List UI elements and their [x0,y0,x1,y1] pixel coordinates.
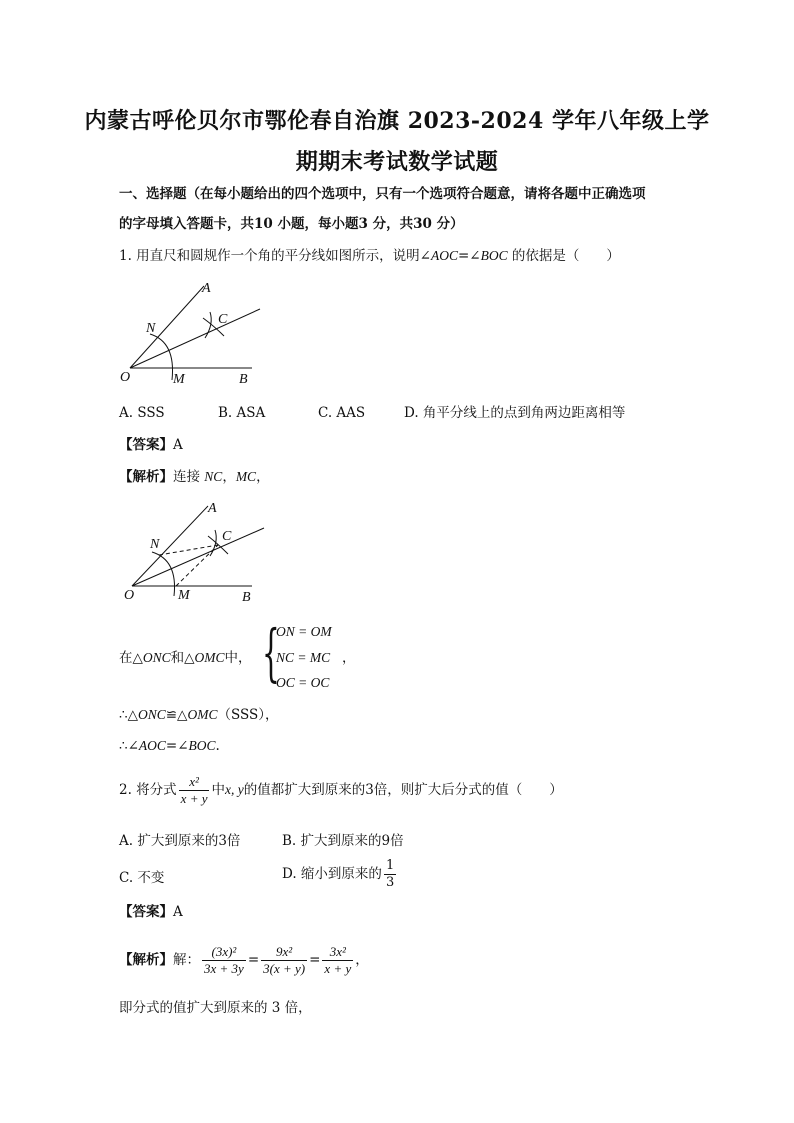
q1-system-onc: ONC [142,650,171,665]
q2-f2-num: 9x² [261,944,307,961]
q1-stem [119,246,620,266]
q1-c2-a: ∴∠ [119,738,139,754]
section-heading-line2: 的字母填入答题卡，共10 小题，每小题3 分，共30 分） [119,216,464,232]
q1-c2-aoc: AOC [138,738,166,753]
q2-stem [119,774,563,807]
q1-fig-label-n: N [146,321,156,336]
q2-stem-a: 2. 将分式 [119,782,177,798]
q1-analysis-text: 连接 [173,469,205,485]
q1-fig-label-a: A [202,281,211,296]
q1-answer [119,435,183,455]
q1-option-c: C. AAS [318,405,366,421]
q1-system-prefix: 在△ [119,650,143,666]
q2-analysis-frac2 [261,944,307,977]
q2-f-end: ， [355,952,369,968]
q2-answer [119,902,183,922]
q1-conclusion-1 [119,705,278,725]
q1-fig2-label-m: M [178,588,190,603]
q1-fig-label-o: O [120,370,131,385]
q1-system-and: 和△ [170,650,195,666]
q1-system-in: 中， [224,650,252,666]
q1-analysis-nc: NC [204,469,223,484]
page-title-line2: 期期末考试数学试题 [295,149,499,175]
q2-analysis-frac1 [202,944,246,977]
section-heading-line1: 一、选择题（在每小题给出的四个选项中，只有一个选项符合题意，请将各题中正确选项 [119,186,646,202]
page-title-line1: 内蒙古呼伦贝尔市鄂伦春自治旗 2023-2024 学年八年级上学 [84,108,710,134]
q1-c1-a: ∴△ [119,707,138,723]
q2-option-d-fraction [384,858,396,891]
q2-eq-1: = [247,952,260,968]
q1-fig-label-m: M [173,372,185,387]
q2-eq-2: = [309,952,321,968]
q1-option-d: D. 角平分线上的点到角两边距离相等 [404,405,626,421]
q1-fig2-label-b: B [242,590,251,605]
q1-c2-boc: BOC [188,738,216,753]
q2-answer-value: A [173,904,183,920]
q1-stem-boc: BOC [480,248,508,263]
q1-fig-label-b: B [239,372,248,387]
q2-f1-den: 3x + 3y [204,961,244,976]
q1-stem-aoc: AOC [430,248,458,263]
q1-system-line2: NC = MC [276,650,331,665]
q1-analysis-sep: ， [222,469,236,485]
q1-answer-value: A [173,437,183,453]
q1-fig2-label-a: A [208,501,217,516]
q2-frac-num: x² [179,774,210,791]
q2-option-b: B. 扩大到原来的9倍 [282,833,404,849]
q1-figure [110,276,280,391]
q1-analysis [119,467,270,487]
q1-analysis-figure [112,496,282,608]
q2-stem-fraction [179,774,210,807]
q1-system-omc: OMC [194,650,225,665]
q1-analysis-mc: MC [235,469,257,484]
q2-f2-den: 3(x + y) [263,961,306,976]
q1-stem-b: 的依据是（ ） [507,248,620,264]
q1-fig2-label-o: O [124,588,135,603]
q1-system-brace: { [262,616,280,689]
q2-f3-den: x + y [324,961,352,976]
q2-analysis-frac3 [322,944,353,977]
q2-option-d-den: 3 [385,875,395,890]
q2-answer-label: 【答案】 [119,904,173,920]
q1-stem-eq: =∠ [457,248,481,264]
q1-conclusion-2 [119,736,220,756]
q2-option-c: C. 不变 [119,870,165,886]
q1-c1-onc: ONC [137,707,166,722]
q1-system-intro [119,648,252,668]
q1-system-comma: ， [342,650,356,666]
q1-c1-end: （SSS）， [217,707,279,723]
q1-c2-eq: =∠ [165,738,189,754]
q1-option-a: A. SSS [119,405,165,421]
q1-fig-label-c: C [218,312,228,327]
q1-analysis-label: 【解析】 [119,469,173,485]
q1-answer-label: 【答案】 [119,437,173,453]
q2-conclusion: 即分式的值扩大到原来的 3 倍， [119,1000,312,1016]
q2-stem-b: 的值都扩大到原来的3倍，则扩大后分式的值（ ） [243,782,563,798]
q2-frac-den: x + y [180,791,208,806]
q1-system-line3: OC = OC [276,675,330,690]
q1-c1-omc: OMC [187,707,218,722]
q1-option-b: B. ASA [218,405,266,421]
q1-analysis-end: ， [256,469,270,485]
q2-option-d-text: D. 缩小到原来的 [282,866,382,882]
q2-f1-num: (3x)² [202,944,246,961]
q1-fig2-label-n: N [150,537,160,552]
q2-f3-num: 3x² [322,944,353,961]
q2-stem-in: 中 [211,782,225,798]
q2-option-d [282,858,398,891]
q2-analysis-text: 解： [173,952,200,968]
q1-c2-end: . [215,738,220,754]
q2-analysis-label: 【解析】 [119,952,173,968]
q2-option-a: A. 扩大到原来的3倍 [119,833,241,849]
q2-option-d-num: 1 [385,858,395,873]
q2-stem-xy: x, y [224,782,244,797]
q1-system-line1: ON = OM [276,624,332,639]
q1-stem-a: 1. 用直尺和圆规作一个角的平分线如图所示，说明∠ [119,248,431,264]
q1-c1-cong: ≌△ [165,707,188,723]
q2-analysis [119,944,369,977]
q1-fig2-label-c: C [222,529,232,544]
